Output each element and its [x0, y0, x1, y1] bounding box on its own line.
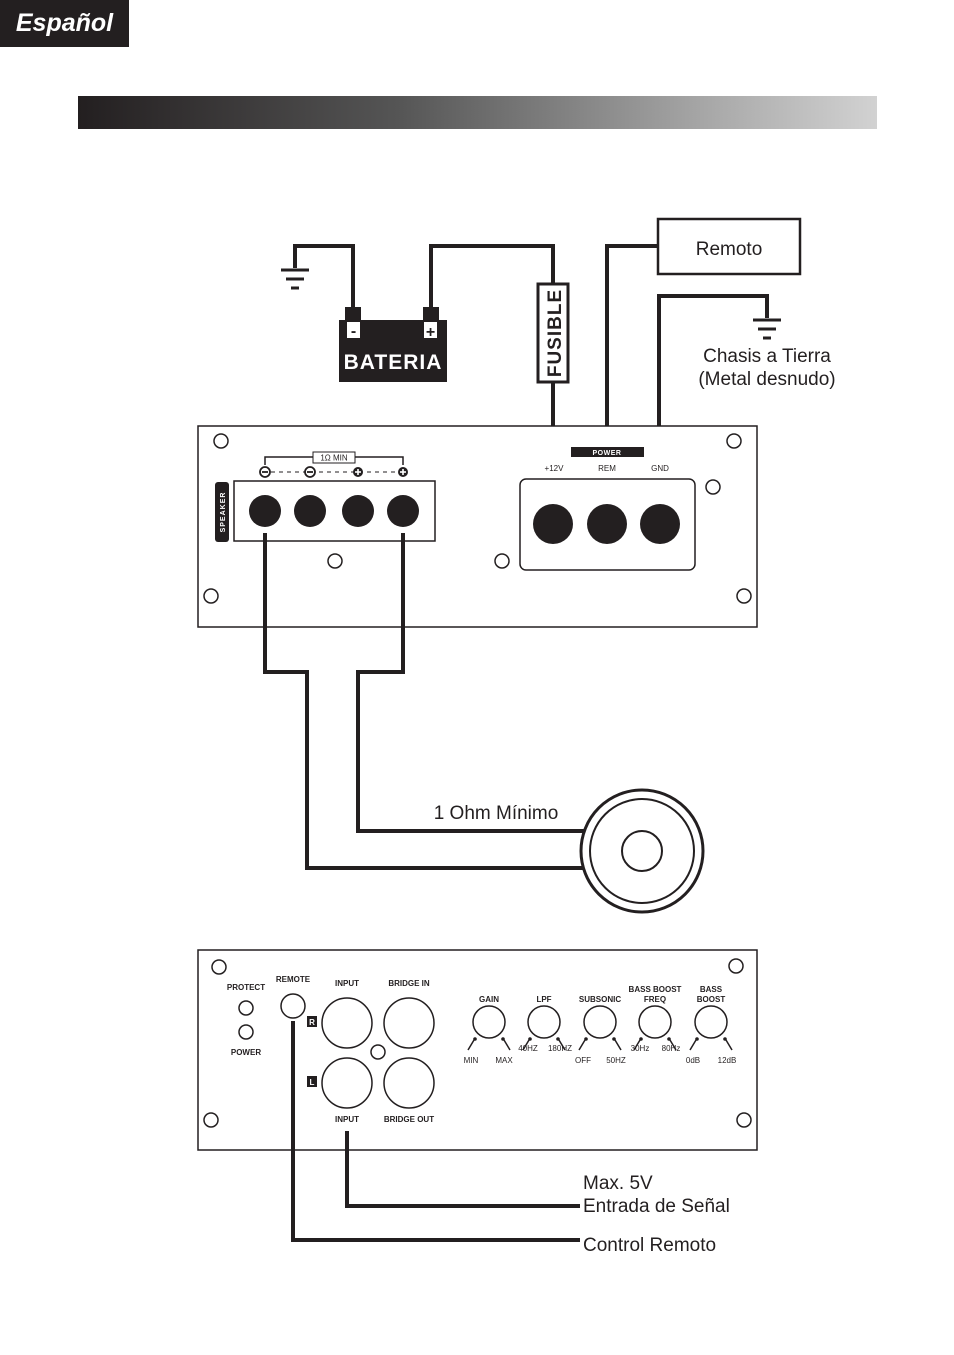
bridge-in-label: BRIDGE IN [388, 979, 430, 988]
subsonic-max-label: 50HZ [606, 1056, 626, 1065]
terminal-rem-label: REM [598, 464, 616, 473]
bridge-out-label: BRIDGE OUT [383, 1115, 435, 1124]
bass-boost-freq-min-label: 30Hz [630, 1044, 650, 1053]
subsonic-label: SUBSONIC [578, 995, 622, 1004]
channel-r-label: R [309, 1018, 315, 1027]
lpf-max-label: 180HZ [547, 1044, 573, 1053]
speaker-min-label: 1 Ohm Mínimo [433, 803, 559, 824]
gain-max-label: MAX [495, 1056, 513, 1065]
fuse-label: FUSIBLE [545, 288, 566, 378]
bass-boost-max-label: 12dB [717, 1056, 737, 1065]
bass-boost-freq-label: BASS BOOST [628, 985, 682, 994]
chassis-ground-label: Chasis a Tierra [703, 346, 831, 367]
power-tag-label: POWER [592, 450, 622, 457]
amplifier-top-panel [198, 426, 757, 627]
remote-port-label: REMOTE [275, 975, 311, 984]
remote-box-label: Remoto [695, 239, 763, 260]
bass-boost-label-line2: BOOST [696, 995, 726, 1004]
channel-l-label: L [309, 1078, 315, 1087]
chassis-ground-sublabel: (Metal desnudo) [698, 369, 836, 390]
input-top-label: INPUT [335, 979, 359, 988]
speaker-tag-label: SPEAKER [220, 491, 227, 533]
remote-control-label: Control Remoto [583, 1235, 717, 1256]
gain-label: GAIN [479, 995, 499, 1004]
bass-boost-freq-max-label: 80Hz [661, 1044, 681, 1053]
battery-label: BATERIA [343, 351, 443, 374]
power-wire [431, 246, 553, 318]
lpf-min-label: 40HZ [518, 1044, 538, 1053]
battery-negative-sign: - [350, 323, 357, 340]
lpf-label: LPF [536, 995, 552, 1004]
protect-label: PROTECT [226, 983, 266, 992]
signal-max-label: Max. 5V [583, 1173, 653, 1194]
battery-positive-sign: + [425, 324, 436, 341]
bass-boost-min-label: 0dB [685, 1056, 701, 1065]
min-load-label: 1Ω MIN [320, 453, 348, 463]
signal-input-label: Entrada de Señal [583, 1196, 730, 1217]
bass-boost-freq-label-line2: FREQ [643, 995, 667, 1004]
power-led-label: POWER [230, 1048, 262, 1057]
speaker-icon [581, 790, 703, 912]
terminal-gnd-label: GND [651, 464, 669, 473]
language-tab: Español [0, 0, 129, 47]
bass-boost-label: BASS [699, 985, 723, 994]
ground-icon-battery [281, 246, 353, 318]
terminal-12v-label: +12V [544, 464, 564, 473]
gain-min-label: MIN [463, 1056, 479, 1065]
subsonic-min-label: OFF [575, 1056, 591, 1065]
input-bottom-label: INPUT [335, 1115, 359, 1124]
